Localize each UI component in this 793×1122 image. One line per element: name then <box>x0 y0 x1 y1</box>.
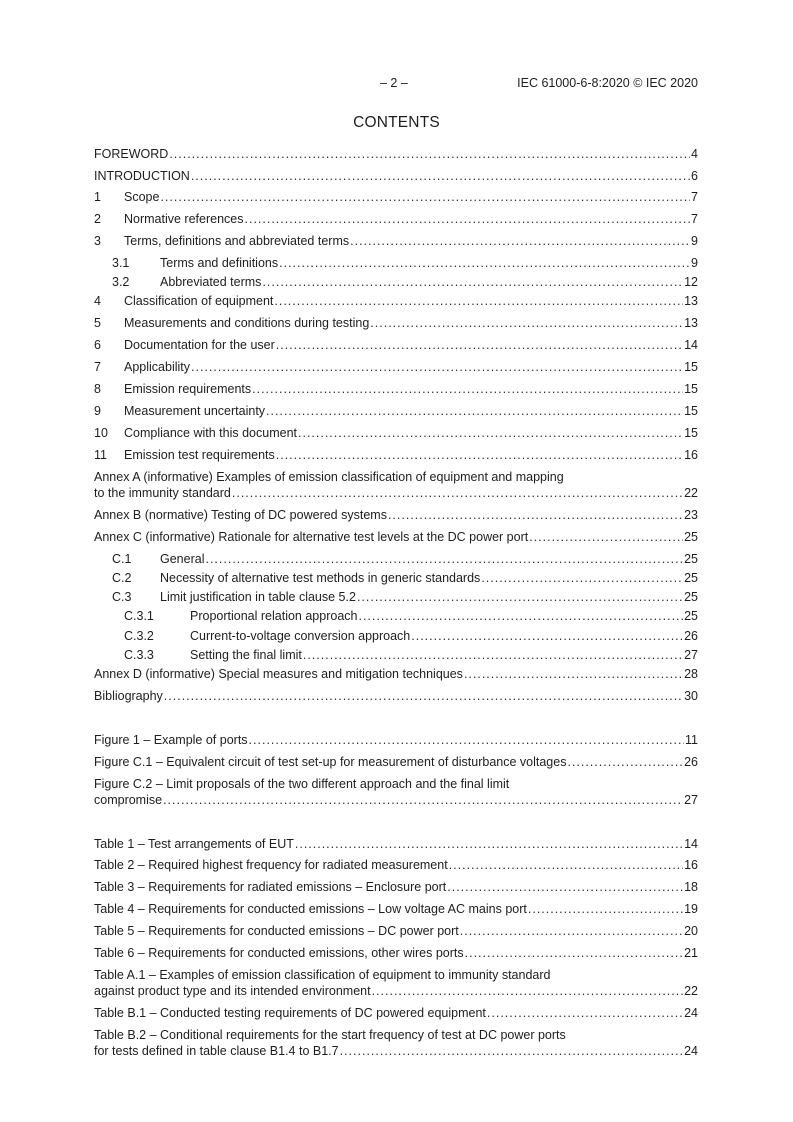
toc-title: INTRODUCTION <box>94 169 190 183</box>
toc-number: C.2 <box>112 571 132 585</box>
toc-number: 10 <box>94 426 108 440</box>
toc-entry-table-6[interactable] <box>94 945 698 961</box>
toc-entry-normative-references[interactable] <box>94 211 698 227</box>
toc-entry-emission-test-requirements[interactable] <box>94 447 698 463</box>
toc-page: 30 <box>684 689 698 703</box>
toc-entry-c32-current-to-voltage[interactable] <box>94 628 698 644</box>
toc-title-line1: Annex A (informative) Examples of emission classification of equipment and mapping <box>94 470 564 484</box>
toc-page: 13 <box>684 294 698 308</box>
toc-number: C.3.1 <box>124 609 154 623</box>
toc-page: 6 <box>691 169 698 183</box>
toc-entry-annex-d[interactable] <box>94 666 698 682</box>
toc-title: FOREWORD <box>94 147 169 161</box>
toc-entry-annex-c[interactable] <box>94 529 698 545</box>
toc-page: 25 <box>684 590 698 604</box>
toc-number: 11 <box>94 448 107 462</box>
toc-number: C.3.2 <box>124 629 154 643</box>
toc-entry-table-a1[interactable] <box>94 967 698 999</box>
toc-page: 25 <box>684 609 698 623</box>
toc-page: 7 <box>691 212 698 226</box>
toc-entry-c2-necessity[interactable] <box>94 570 698 586</box>
toc-title: Annex B (normative) Testing of DC powered systems <box>94 508 387 522</box>
toc-number: 5 <box>94 316 101 330</box>
toc-page: 11 <box>685 733 698 747</box>
toc-page: 25 <box>684 571 698 585</box>
toc-title-line2: for tests defined in table clause B1.4 to B1.7 <box>94 1044 339 1058</box>
toc-number: 3.2 <box>112 275 130 289</box>
toc-page: 27 <box>684 648 698 662</box>
toc-page: 14 <box>684 338 698 352</box>
toc-title-line1: Table A.1 – Examples of emission classification of equipment to immunity standard <box>94 968 551 982</box>
toc-entry-measurements[interactable] <box>94 315 698 331</box>
toc-page: 20 <box>684 924 698 938</box>
toc-title: Figure C.1 – Equivalent circuit of test set-up for measurement of disturbance voltages <box>94 755 567 769</box>
toc-title: Documentation for the user <box>124 338 275 352</box>
toc-page: 18 <box>684 880 698 894</box>
toc-page: 19 <box>684 902 698 916</box>
toc-number: 3.1 <box>112 256 130 270</box>
toc-entry-annex-a[interactable] <box>94 469 698 501</box>
toc-entry-classification[interactable] <box>94 293 698 309</box>
toc-entry-scope[interactable] <box>94 189 698 205</box>
toc-title: Terms, definitions and abbreviated terms <box>124 234 350 248</box>
toc-title-line2: compromise <box>94 793 163 807</box>
toc-entry-table-b2[interactable] <box>94 1027 698 1059</box>
toc-title: Normative references <box>124 212 244 226</box>
toc-page: 25 <box>684 552 698 566</box>
toc-title: Table 1 – Test arrangements of EUT <box>94 837 294 851</box>
toc-entry-table-3[interactable] <box>94 879 698 895</box>
toc-title: Measurements and conditions during testing <box>124 316 370 330</box>
toc-number: C.1 <box>112 552 132 566</box>
toc-title: General <box>160 552 205 566</box>
toc-entry-table-2[interactable] <box>94 857 698 873</box>
toc-title: Annex D (informative) Special measures and mitigation techniques <box>94 667 463 681</box>
toc-number: 4 <box>94 294 101 308</box>
toc-page: 22 <box>684 984 698 998</box>
toc-page: 16 <box>684 858 698 872</box>
toc-title-line2: to the immunity standard <box>94 486 231 500</box>
toc-number: 3 <box>94 234 101 248</box>
page-number: – 2 – <box>380 76 408 90</box>
toc-page: 24 <box>684 1044 698 1058</box>
toc-entry-foreword[interactable] <box>94 146 698 162</box>
toc-page: 9 <box>691 234 698 248</box>
toc-number: C.3.3 <box>124 648 154 662</box>
toc-entry-table-5[interactable] <box>94 923 698 939</box>
toc-title-line2: against product type and its intended environment <box>94 984 371 998</box>
toc-page: 9 <box>691 256 698 270</box>
toc-entry-c33-final-limit[interactable] <box>94 647 698 663</box>
toc-entry-table-4[interactable] <box>94 901 698 917</box>
toc-entry-figure-1[interactable] <box>94 732 698 748</box>
toc-page: 26 <box>684 755 698 769</box>
toc-page: 4 <box>691 147 698 161</box>
toc-entry-bibliography[interactable] <box>94 688 698 704</box>
toc-number: 8 <box>94 382 101 396</box>
toc-number: 7 <box>94 360 101 374</box>
toc-page: 13 <box>684 316 698 330</box>
toc-title: Applicability <box>124 360 191 374</box>
toc-page: 21 <box>684 946 698 960</box>
toc-entry-introduction[interactable] <box>94 168 698 184</box>
toc-title: Table 3 – Requirements for radiated emissions – Enclosure port <box>94 880 447 894</box>
toc-title: Table B.1 – Conducted testing requirements of DC powered equipment <box>94 1006 486 1020</box>
toc-entry-measurement-uncertainty[interactable] <box>94 403 698 419</box>
toc-page: 7 <box>691 190 698 204</box>
toc-page: 24 <box>684 1006 698 1020</box>
toc-title-line1: Figure C.2 – Limit proposals of the two different approach and the final limit <box>94 777 510 791</box>
toc-page: 23 <box>684 508 698 522</box>
toc-number: C.3 <box>112 590 132 604</box>
toc-title: Figure 1 – Example of ports <box>94 733 248 747</box>
toc-entry-abbreviated-terms[interactable] <box>94 274 698 290</box>
toc-title: Compliance with this document <box>124 426 297 440</box>
toc-page: 15 <box>684 360 698 374</box>
toc-title: Limit justification in table clause 5.2 <box>160 590 356 604</box>
toc-title: Table 6 – Requirements for conducted emissions, other wires ports <box>94 946 464 960</box>
toc-number: 6 <box>94 338 101 352</box>
toc-title: Proportional relation approach <box>190 609 358 623</box>
toc-page: 14 <box>684 837 698 851</box>
toc-title: Classification of equipment <box>124 294 274 308</box>
toc-entry-documentation[interactable] <box>94 337 698 353</box>
toc-page: 15 <box>684 404 698 418</box>
toc-title: Bibliography <box>94 689 163 703</box>
toc-title: Setting the final limit <box>190 648 302 662</box>
toc-title-line1: Table B.2 – Conditional requirements for the start frequency of test at DC power ports <box>94 1028 566 1042</box>
toc-entry-annex-b[interactable] <box>94 507 698 523</box>
toc-title: Measurement uncertainty <box>124 404 266 418</box>
toc-entry-terms-definitions[interactable] <box>94 233 698 249</box>
toc-page: 12 <box>684 275 698 289</box>
toc-page: 16 <box>684 448 698 462</box>
toc-title: Table 4 – Requirements for conducted emissions – Low voltage AC mains port <box>94 902 527 916</box>
toc-entry-emission-requirements[interactable] <box>94 381 698 397</box>
page-header <box>0 76 793 92</box>
toc-entry-terms-and-definitions[interactable] <box>94 255 698 271</box>
toc-entry-compliance[interactable] <box>94 425 698 441</box>
toc-number: 9 <box>94 404 101 418</box>
toc-title: Terms and definitions <box>160 256 279 270</box>
toc-page: 28 <box>684 667 698 681</box>
toc-entry-figure-c1[interactable] <box>94 754 698 770</box>
contents-title: CONTENTS <box>353 114 440 131</box>
toc-title: Abbreviated terms <box>160 275 262 289</box>
toc-entry-c31-proportional[interactable] <box>94 608 698 624</box>
toc-page: 15 <box>684 382 698 396</box>
toc-page: 15 <box>684 426 698 440</box>
toc-entry-applicability[interactable] <box>94 359 698 375</box>
toc-number: 1 <box>94 190 101 204</box>
toc-title: Scope <box>124 190 160 204</box>
toc-page: 22 <box>684 486 698 500</box>
toc-entry-table-1[interactable] <box>94 836 698 852</box>
toc-title: Annex C (informative) Rationale for alternative test levels at the DC power port <box>94 530 529 544</box>
toc-page: 26 <box>684 629 698 643</box>
toc-number: 2 <box>94 212 101 226</box>
toc-title: Table 5 – Requirements for conducted emissions – DC power port <box>94 924 459 938</box>
toc-title: Necessity of alternative test methods in generic standards <box>160 571 481 585</box>
toc-title: Table 2 – Required highest frequency for radiated measurement <box>94 858 448 872</box>
toc-entry-table-b1[interactable] <box>94 1005 698 1021</box>
toc-title: Emission test requirements <box>124 448 275 462</box>
toc-title: Current-to-voltage conversion approach <box>190 629 411 643</box>
document-reference: IEC 61000-6-8:2020 © IEC 2020 <box>517 76 698 90</box>
toc-entry-c1-general[interactable] <box>94 551 698 567</box>
toc-entry-c3-limit-justification[interactable] <box>94 589 698 605</box>
toc-page: 27 <box>684 793 698 807</box>
toc-title: Emission requirements <box>124 382 252 396</box>
toc-page: 25 <box>684 530 698 544</box>
toc-entry-figure-c2[interactable] <box>94 776 698 808</box>
